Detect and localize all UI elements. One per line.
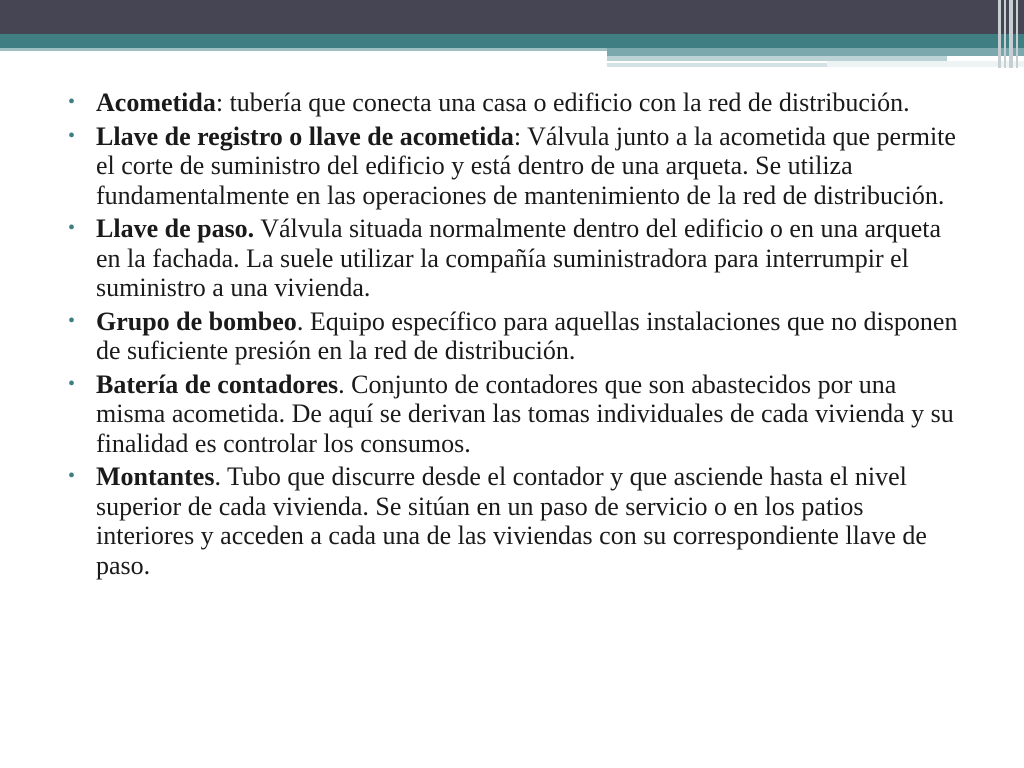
bullet-icon: • bbox=[68, 91, 76, 113]
list-item bbox=[64, 370, 964, 459]
bullet-term: Acometida bbox=[96, 88, 216, 117]
list-item bbox=[64, 214, 964, 303]
bullet-term: Batería de contadores bbox=[96, 369, 339, 399]
bullet-text: . Tubo que discurre desde el contador y que asciende hasta el nivel superior de cada vivienda. Se sitúan en un paso de servicio o en los patios interiores y acceden a cada una de las viviendas con su correspondiente llave de paso. bbox=[96, 462, 927, 580]
header-teal-band bbox=[0, 34, 1024, 48]
bullet-term: Llave de paso. bbox=[96, 214, 255, 243]
bullet-icon: • bbox=[68, 465, 76, 487]
bullet-term: Montantes bbox=[96, 462, 215, 491]
list-item bbox=[64, 462, 964, 580]
list-item bbox=[64, 88, 964, 118]
bullet-icon: • bbox=[68, 309, 76, 332]
bullet-text: : tubería que conecta una casa o edificio con la red de distribución. bbox=[215, 88, 910, 117]
bullet-term: Llave de registro o llave de acometida bbox=[96, 121, 514, 151]
bullet-text: Válvula situada normalmente dentro del edificio o en una arqueta en la fachada. La suele utilizar la compañía suministradora para interrumpir el suministro a una vivienda. bbox=[96, 214, 942, 302]
header-right-stripe bbox=[607, 63, 827, 67]
header-dark-band bbox=[0, 0, 1024, 34]
bullet-text: : Válvula junto a la acometida que permite el corte de suministro del edificio y está dentro de una arqueta. Se utiliza fundamentalmente en las operaciones de mantenimiento de la red de distribución. bbox=[96, 121, 956, 210]
bullet-icon: • bbox=[68, 124, 76, 147]
vertical-line bbox=[998, 0, 1001, 68]
list-item bbox=[64, 307, 964, 366]
bullet-icon: • bbox=[68, 372, 76, 395]
vertical-line bbox=[1016, 0, 1018, 68]
bullet-term: Grupo de bombeo bbox=[96, 306, 297, 336]
bullet-list bbox=[64, 88, 964, 580]
bullet-text: . Equipo específico para aquellas instalaciones que no disponen de suficiente presión en la red de distribución. bbox=[96, 306, 958, 365]
header-light-stripe bbox=[0, 48, 607, 51]
header-right-stripe bbox=[607, 48, 1024, 56]
header-vertical-lines bbox=[994, 0, 1024, 68]
vertical-line bbox=[1004, 0, 1006, 68]
slide-content bbox=[64, 88, 964, 584]
list-item bbox=[64, 122, 964, 211]
bullet-icon: • bbox=[68, 217, 76, 239]
bullet-text: . Conjunto de contadores que son abastecidos por una misma acometida. De aquí se derivan las tomas individuales de cada vivienda y su finalidad es controlar los consumos. bbox=[96, 369, 954, 458]
vertical-line bbox=[1009, 0, 1013, 68]
